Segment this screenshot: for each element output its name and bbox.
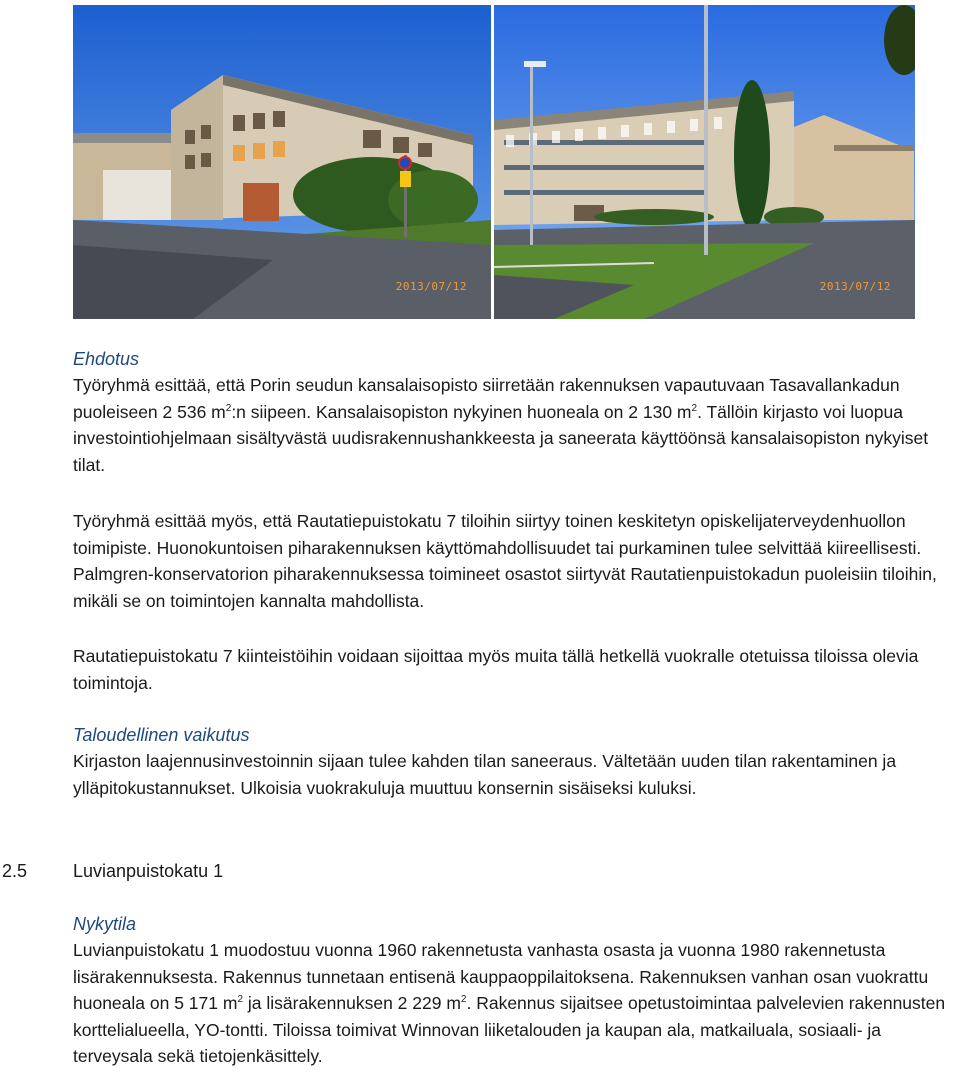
building-photo-right <box>494 5 915 319</box>
taloudellinen-section <box>73 722 949 801</box>
taloudellinen-heading: Taloudellinen vaikutus <box>73 725 250 745</box>
nykytila-paragraph <box>73 937 949 1070</box>
ehdotus-paragraph-2: Työryhmä esittää myös, että Rautatiepuistokatu 7 tiloihin siirtyy toinen keskitetyn opiskelijaterveydenhuollon toimipiste. Huonokuntoisen piharakennuksen käyttömahdollisuudet tai purkaminen tulee selvittää kiireellisesti. Palmgren-konservatorion piharakennuksessa toimineet osastot siirtyvät Rautatienpuistokadun puoleisiin tiloihin, mikäli se on toimintojen kannalta mahdollista. <box>73 511 937 611</box>
building-photo-left <box>73 5 491 319</box>
text-run: . Rakennus sijaitsee opetustoimintaa palvelevien rakennusten korttelialueella, YO-tontti. Tiloissa toimivat Winnovan liiketalouden ja kaupan ala, matkailuala, sosiaali- ja terveysala sekä tietojenkäsittely. <box>73 993 946 1066</box>
text-run: ja lisärakennuksen 2 229 m <box>243 993 461 1013</box>
taloudellinen-paragraph: Kirjaston laajennusinvestoinnin sijaan tulee kahden tilan saneeraus. Vältetään uuden tilan rakentaminen ja ylläpitokustannukset. Ulkoisia vuokrakuluja muuttuu konsernin sisäiseksi kuluksi. <box>73 751 897 798</box>
ehdotus-heading: Ehdotus <box>73 349 140 369</box>
superscript: 2 <box>237 994 244 1005</box>
section-title: Luvianpuistokatu 1 <box>73 861 224 881</box>
photo-date-stamp: 2013/07/12 <box>395 280 467 293</box>
superscript: 2 <box>225 402 232 414</box>
superscript: 2 <box>460 994 467 1005</box>
ehdotus-paragraph-3: Rautatiepuistokatu 7 kiinteistöihin voidaan sijoittaa myös muita tällä hetkellä vuokralle otetuissa tiloissa olevia toimintoja. <box>73 646 919 693</box>
text-run: Työryhmä esittää, että Porin seudun kansalaisopisto siirretään rakennuksen vapautuvaan Tasavallankadun puoleiseen 2 536 m <box>73 375 900 422</box>
text-run: . Tällöin kirjasto voi luopua investointiohjelmaan sisältyvästä uudisrakennushankkeesta ja saneerata käyttöönsä kansalaisopiston nykyiset tilat. <box>73 401 929 475</box>
text-run: Luvianpuistokatu 1 muodostuu vuonna 1960 rakennetusta vanhasta osasta ja vuonna 1980 rakennetusta lisärakennuksesta. Rakennus tunnetaan entisenä kauppaoppilaitoksena. Rakennuksen vanhan osan vuokrattu huoneala on 5 171 m <box>73 940 929 1013</box>
photo-strip <box>73 5 915 319</box>
ehdotus-section <box>73 346 949 478</box>
ehdotus-paragraph-1 <box>73 372 949 478</box>
text-run: :n siipeen. Kansalaisopiston nykyinen huoneala on 2 130 m <box>231 401 692 422</box>
superscript: 2 <box>691 402 698 414</box>
nykytila-heading: Nykytila <box>73 914 137 934</box>
ehdotus-paragraph-2-block <box>73 508 949 614</box>
section-number: 2.5 <box>2 861 28 881</box>
nykytila-section <box>73 911 949 1070</box>
photo-date-stamp: 2013/07/12 <box>819 280 891 293</box>
ehdotus-paragraph-3-block <box>73 643 949 696</box>
